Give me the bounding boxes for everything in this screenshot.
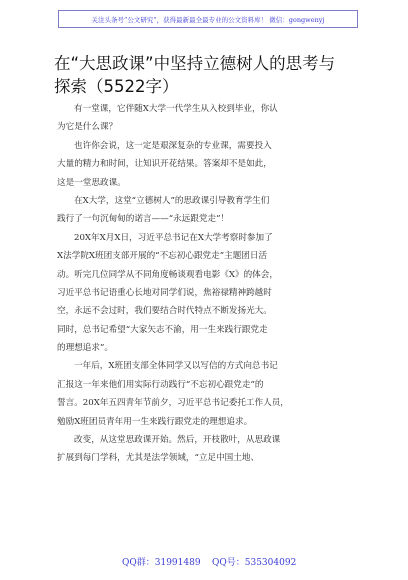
title-line-2: 探索（5522字）	[54, 77, 179, 96]
title-line-1: 在“大思政课”中坚持立德树人的思考与	[54, 54, 336, 73]
text-line: 空，永远不会过时，我们要结合时代特点不断发扬光大。	[57, 306, 272, 317]
text-line: 为它是什么课？	[57, 122, 118, 133]
document-title	[54, 52, 354, 98]
text-line: 一年后，X班团支部全体同学又以写信的方式向总书记	[74, 361, 278, 372]
paragraph	[57, 229, 357, 358]
text-line: 大量的精力和时间，让知识开花结果。答案却不是如此，	[57, 159, 272, 170]
text-line: 这是一堂思政课。	[57, 177, 126, 188]
footer	[0, 555, 408, 571]
text-line: 也许你会说，这一定是艰深复杂的专业课，需要投入	[74, 140, 272, 151]
paragraph	[57, 137, 357, 192]
text-line: 誓言。20X年五四青年节前夕，习近平总书记委托工作人员，	[57, 398, 289, 409]
text-line: 改变，从这堂思政课开始。然后，开枝散叶，从思政课	[74, 435, 281, 446]
text-line: 在X大学，这堂“立德树人”的思政课引导教育学生们	[74, 195, 270, 206]
paragraph	[57, 100, 357, 137]
text-line: 20X年X月X日，习近平总书记在X大学考察时参加了	[74, 232, 273, 243]
header-banner-text: 关注头条号“公文研究”，获得最新最全最专业的公文资料库！ 微信：gongwenyj	[91, 15, 325, 24]
text-line: 的理想追求”。	[57, 343, 113, 354]
text-line: 习近平总书记语重心长地对同学们说，焦裕禄精神跨越时	[57, 287, 272, 298]
text-line: X法学院X班团支部开展的“不忘初心跟党走”主题团日活	[57, 251, 268, 262]
document-body	[57, 100, 357, 468]
footer-qq-group: QQ群：31991489	[122, 558, 201, 568]
text-line: 有一堂课，它伴随X大学一代学生从入校到毕业，你认	[74, 104, 278, 114]
footer-qq-number: QQ号：535304092	[212, 558, 297, 568]
text-line: 践行了一句沉甸甸的诺言——“永远跟党走”！	[57, 214, 230, 225]
text-line: 勉励X班团员青年用一生来践行跟党走的理想追求。	[57, 416, 253, 427]
text-line: 汇报这一年来他们用实际行动践行“不忘初心跟党走”的	[57, 379, 264, 390]
text-line: 动。听完几位同学从不同角度畅谈观看电影《X》的体会，	[57, 269, 278, 280]
paragraph	[57, 192, 357, 229]
paragraph	[57, 431, 357, 468]
header-banner	[58, 10, 358, 28]
paragraph	[57, 357, 357, 431]
text-line: 同时，总书记希望“大家矢志不渝，用一生来践行跟党走	[57, 324, 268, 335]
text-line: 扩展到每门学科，尤其是法学领域，“立足中国土地、	[57, 453, 260, 464]
